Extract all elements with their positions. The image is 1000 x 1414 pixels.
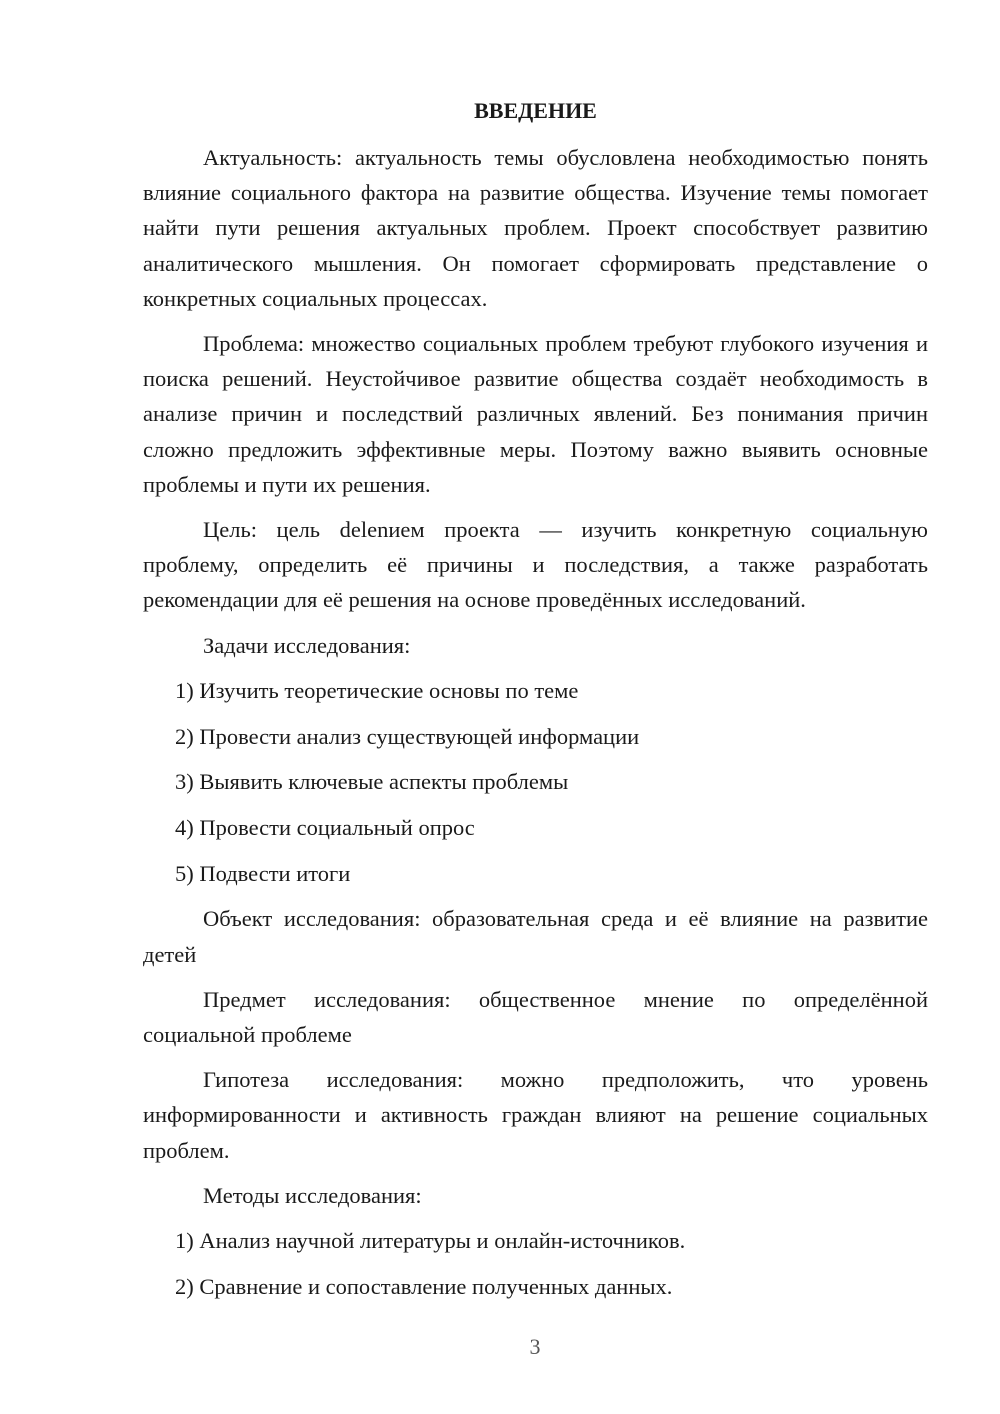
- list-item: 5) Подвести итоги: [175, 860, 351, 886]
- problem-paragraph: Проблема: множество социальных проблем требуют глубокого изучения и поиска решений. Неустойчивое развитие общества создаёт необходимость в анализе причин и последствий различных явлений. Без понимания причин сложно предложить эффективные меры. Поэтому важно выявить основные проблемы и пути их решения.: [143, 331, 928, 497]
- object-paragraph: Объект исследования: образовательная среда и её влияние на развитие детей: [143, 906, 928, 967]
- list-item: 1) Изучить теоретические основы по теме: [175, 677, 579, 703]
- hypothesis-paragraph: Гипотеза исследования: можно предположить, что уровень информированности и активность граждан влияют на решение социальных проблем.: [143, 1067, 928, 1163]
- list-item: 1) Анализ научной литературы и онлайн-источников.: [175, 1227, 686, 1253]
- list-item: 3) Выявить ключевые аспекты проблемы: [175, 769, 569, 795]
- tasks-label: Задачи исследования:: [203, 632, 411, 658]
- tasks-list: [143, 673, 928, 891]
- page-number: 3: [529, 1334, 541, 1359]
- document-page: [143, 96, 928, 1314]
- section-title: ВВЕДЕНИЕ: [474, 98, 597, 123]
- list-item: 2) Провести анализ существующей информации: [175, 723, 640, 749]
- subject-paragraph: Предмет исследования: общественное мнение по определённой социальной проблеме: [143, 986, 928, 1047]
- methods-list: [143, 1223, 928, 1304]
- goal-paragraph: Цель: цель delenием проекта — изучить конкретную социальную проблему, определить её причины и последствия, а также разработать рекомендации для её решения на основе проведённых исследований.: [143, 517, 928, 613]
- relevance-paragraph: Актуальность: актуальность темы обусловлена необходимостью понять влияние социального фактора на развитие общества. Изучение темы помогает найти пути решения актуальных проблем. Проект способствует развитию аналитического мышления. Он помогает сформировать представление о конкретных социальных процессах.: [143, 145, 928, 311]
- list-item: 4) Провести социальный опрос: [175, 814, 475, 840]
- methods-label: Методы исследования:: [203, 1182, 422, 1208]
- list-item: 2) Сравнение и сопоставление полученных данных.: [175, 1273, 673, 1299]
